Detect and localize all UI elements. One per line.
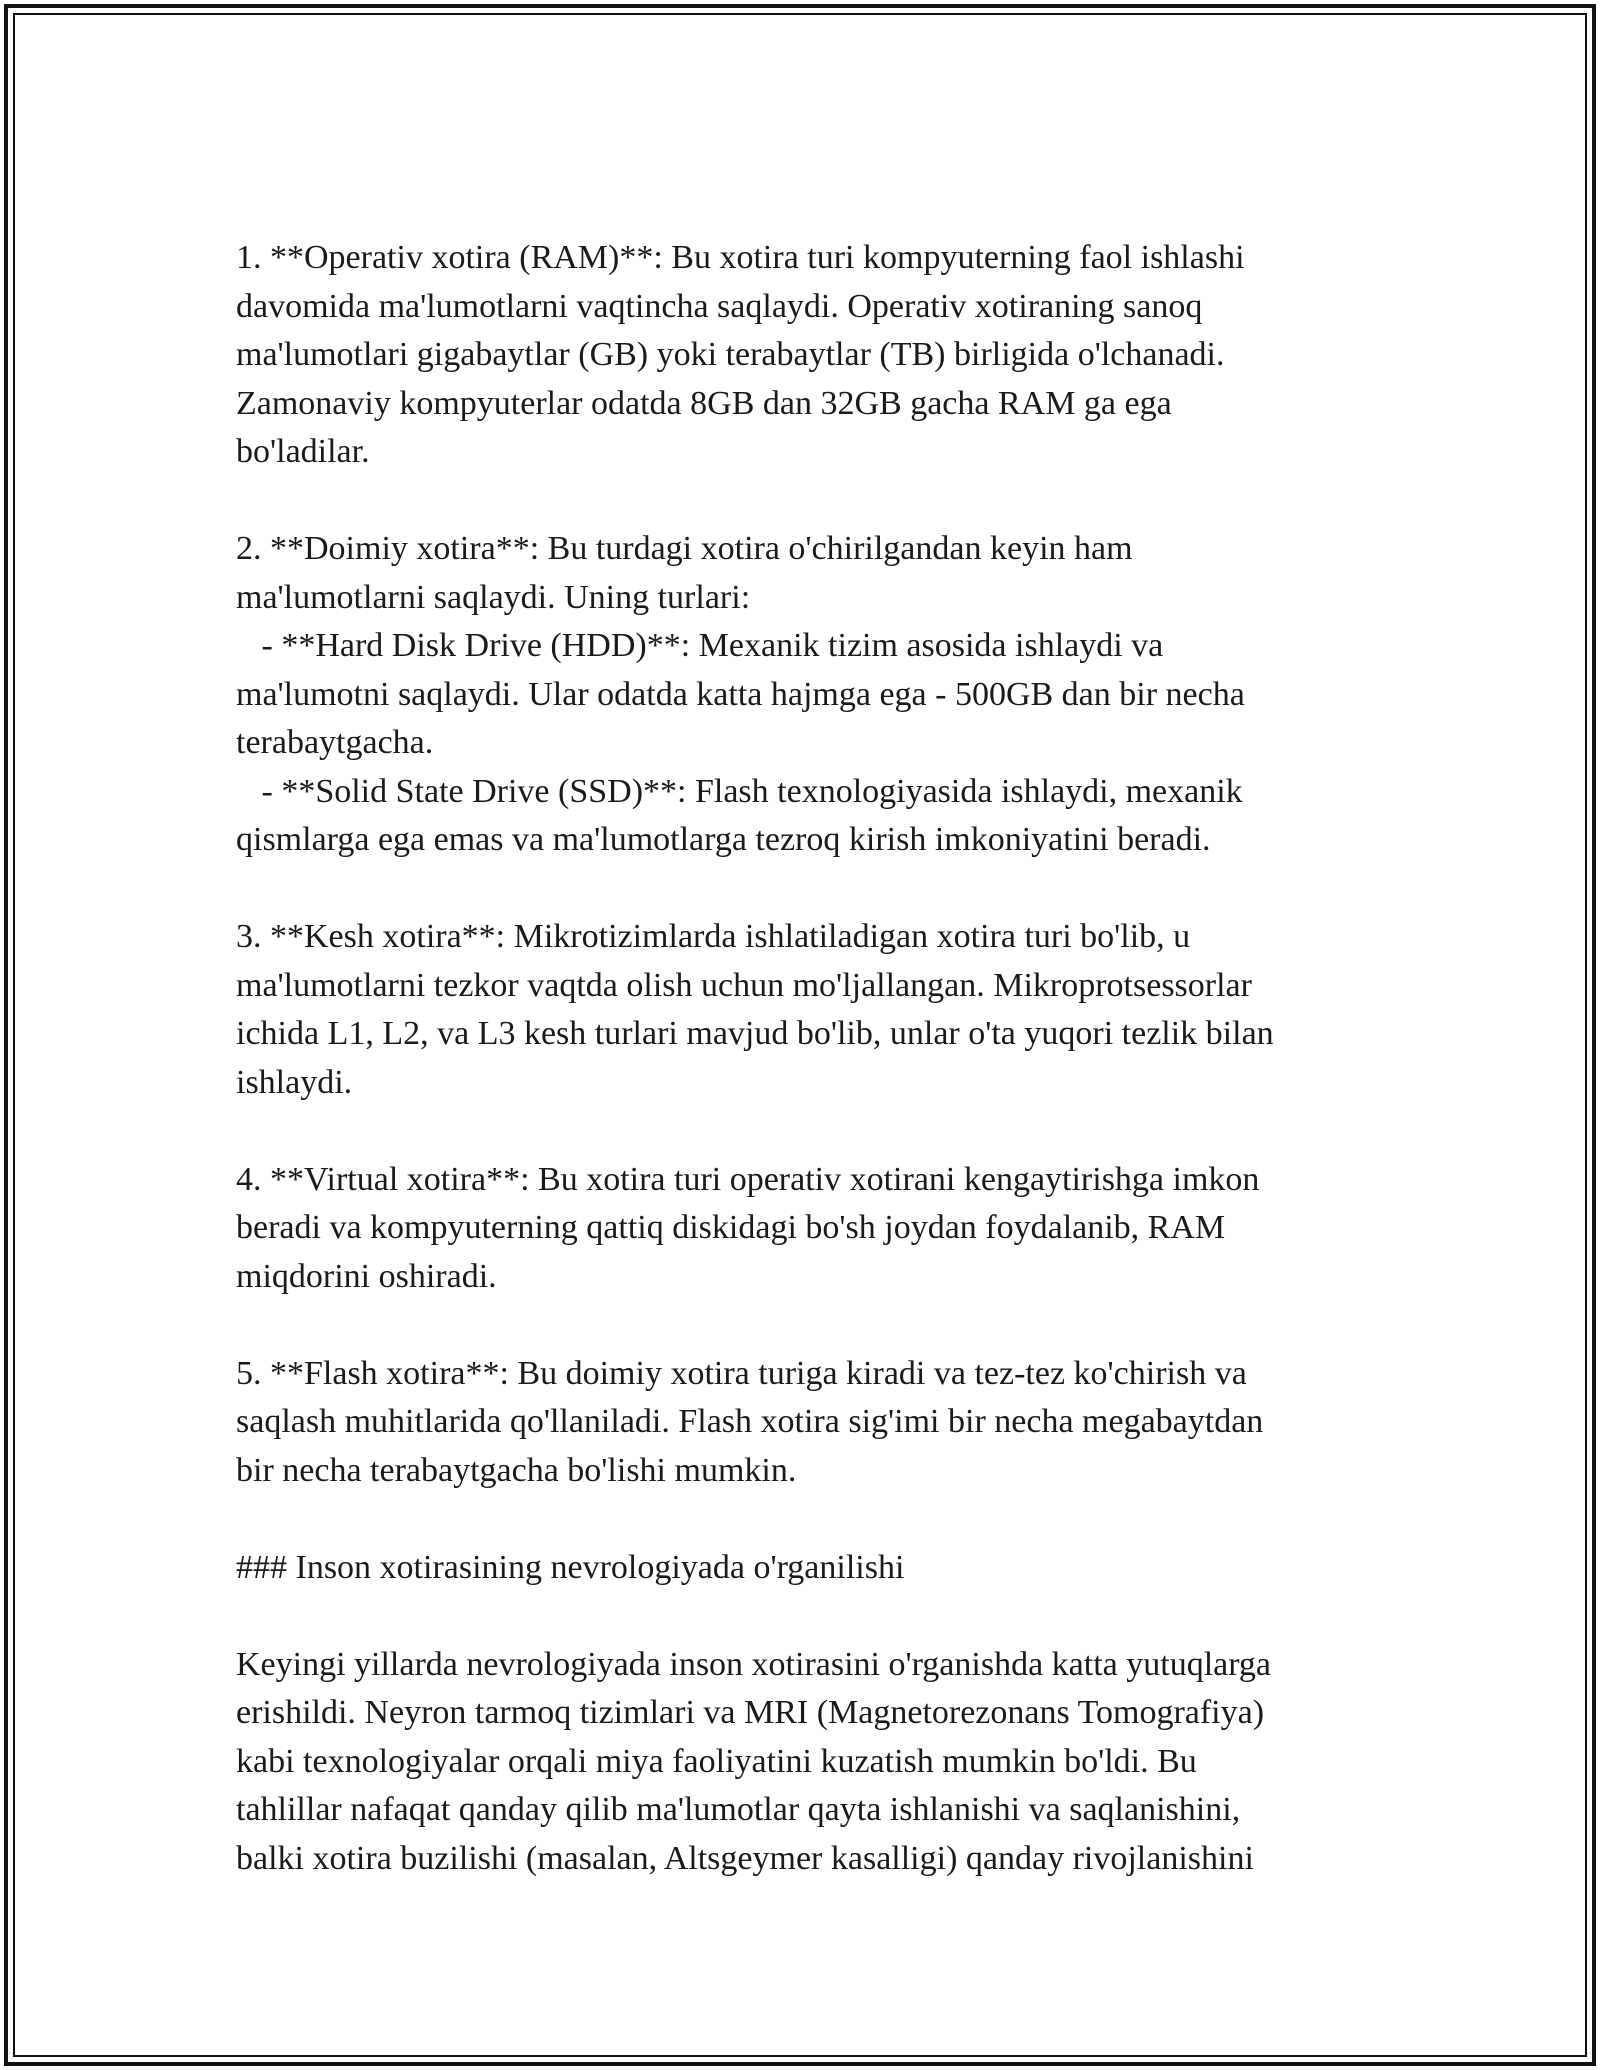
- list-item-ram: 1. **Operativ xotira (RAM)**: Bu xotira turi kompyuterning faol ishlashi davomida ma'lumotlarni vaqtincha saqlaydi. Operativ xotiraning sanoq ma'lumotlari gigabaytlar (GB) yoki terabaytlar (TB) birligida o'lchanadi. Zamonaviy kompyuterlar odatda 8GB dan 32GB gacha RAM ga ega bo'ladilar.: [236, 239, 1245, 470]
- list-item-permanent-memory: 2. **Doimiy xotira**: Bu turdagi xotira o'chirilgandan keyin ham ma'lumotlarni saqlaydi. Uning turlari: - **Hard Disk Drive (HDD)**: Mexanik tizim asosida ishlaydi va ma'lumotni saqlaydi. Ular odatda katta hajmga ega - 500GB dan bir necha terabaytgacha. - **Solid State Drive (SSD)**: Flash texnologiyasida ishlaydi, mexanik qismlarga ega emas va ma'lumotlarga tezroq kirish imkoniyatini beradi.: [236, 530, 1245, 858]
- list-item-virtual-memory: 4. **Virtual xotira**: Bu xotira turi operativ xotirani kengaytirishga imkon beradi va kompyuterning qattiq diskidagi bo'sh joydan foydalanib, RAM miqdorini oshiradi.: [236, 1160, 1260, 1295]
- list-item-flash-memory: 5. **Flash xotira**: Bu doimiy xotira turiga kiradi va tez-tez ko'chirish va saqlash muhitlarida qo'llaniladi. Flash xotira sig'imi bir necha megabaytdan bir necha terabaytgacha bo'lishi mumkin.: [236, 1354, 1264, 1489]
- body-paragraph: Keyingi yillarda nevrologiyada inson xotirasini o'rganishda katta yutuqlarga erishildi. Neyron tarmoq tizimlari va MRI (Magnetorezonans Tomografiya) kabi texnologiyalar orqali miya faoliyatini kuzatish mumkin bo'ldi. Bu tahlillar nafaqat qanday qilib ma'lumotlar qayta ishlanishi va saqlanishini, balki xotira buzilishi (masalan, Altsgeymer kasalligi) qanday rivojlanishini: [236, 1645, 1272, 1877]
- section-heading: ### Inson xotirasining nevrologiyada o'rganilishi: [236, 1548, 905, 1586]
- document-body: [236, 234, 1376, 1883]
- list-item-cache-memory: 3. **Kesh xotira**: Mikrotizimlarda ishlatiladigan xotira turi bo'lib, u ma'lumotlarni tezkor vaqtda olish uchun mo'ljallangan. Mikroprotsessorlar ichida L1, L2, va L3 kesh turlari mavjud bo'lib, unlar o'ta yuqori tezlik bilan ishlaydi.: [236, 918, 1274, 1101]
